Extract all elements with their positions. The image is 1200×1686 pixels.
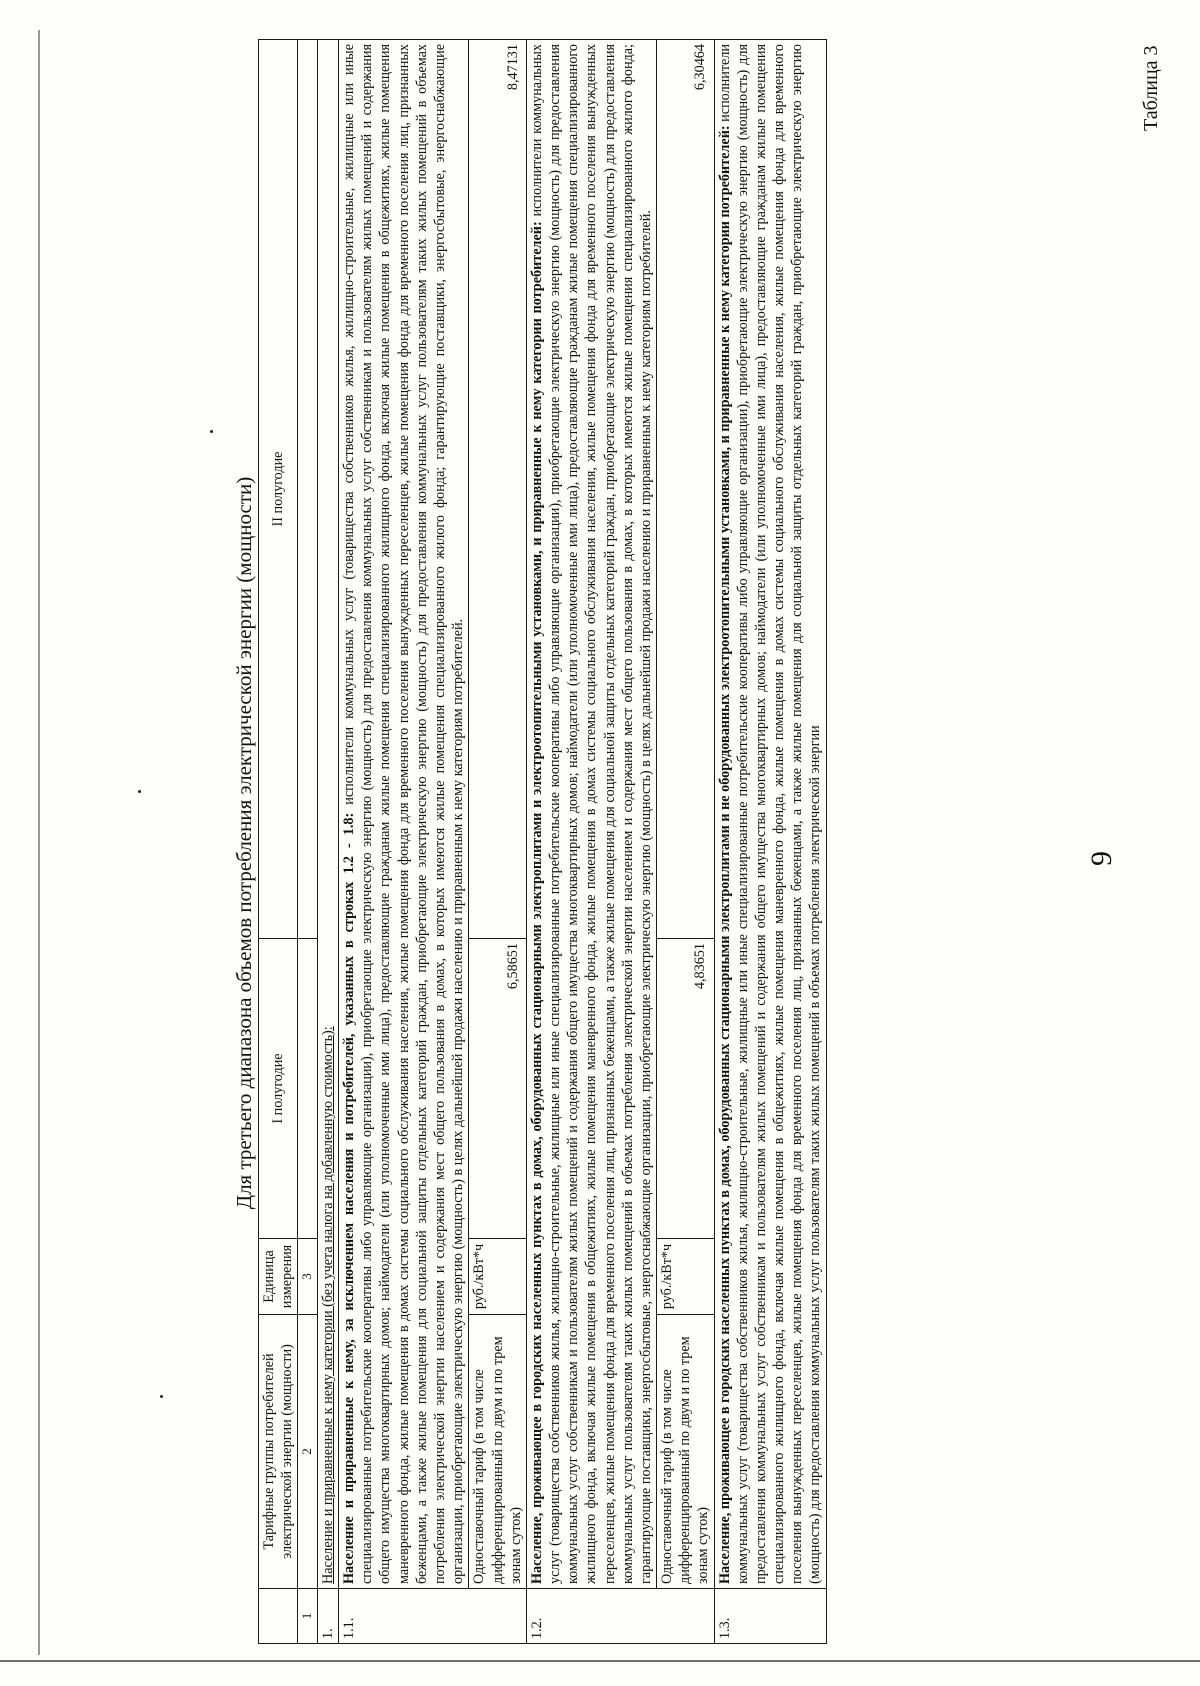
tariff-value-h2: 6,30464 — [657, 40, 715, 939]
header-half-year-1: I полугодие — [259, 939, 298, 1239]
table-label: Таблица 3 — [1140, 45, 1162, 131]
header-unit: Единица измерения — [259, 1239, 298, 1315]
column-number: 1 — [298, 1589, 318, 1644]
tariff-table — [258, 39, 827, 1644]
table-header-row — [259, 40, 298, 1644]
row-num: 1.2. — [526, 1589, 714, 1644]
row-description — [714, 40, 826, 1589]
section-row — [317, 40, 338, 1644]
row-num: 1.1. — [339, 1589, 527, 1644]
header-num — [259, 1589, 298, 1644]
tariff-value-h1: 6,58651 — [469, 939, 527, 1239]
column-number — [298, 40, 318, 939]
column-number-row — [298, 40, 318, 1644]
tariff-row — [469, 40, 527, 1644]
section-title: Население и приравненные к нему категории (без учета налога на добавленную стоимость): — [317, 40, 338, 1589]
header-half-year-2: II полугодие — [259, 40, 298, 939]
column-number: 2 — [298, 1315, 318, 1589]
row-title: Население, проживающее в городских населенных пунктах в домах, оборудованных стационарными электроплитами и не оборудованных электроотопительными установками, и приравненные к нему категории потребителей: — [716, 125, 733, 1584]
tariff-value-h2: 8,47131 — [469, 40, 527, 939]
row-num: 1.3. — [714, 1589, 826, 1644]
tariff-unit: руб./кВт*ч — [469, 1239, 527, 1315]
row-title: Население, проживающее в городских населенных пунктах в домах, оборудованных стационарными электроплитами и электроотопительными установками, и приравненные к нему категории потребителей: — [528, 221, 545, 1584]
row-text: исполнители коммунальных услуг (товарищества собственников жилья, жилищно-строительные, жилищные или иные специализированные потребительские кооперативы либо управляющие организации), приобретающие электрическую энергию (мощность) для предоставления коммунальных услуг собственникам и пользователям жилых помещений и содержания общего имущества многоквартирных домов; наймодатели (или уполномоченные ими лица), предоставляющие гражданам жилые помещения специализированного жилищного фонда, включая жилые помещения в общежитиях, жилые помещения маневренного фонда, жилые помещения в домах системы социального обслуживания населения, жилые помещения фонда для временного поселения вынужденных переселенцев, жилые помещения фонда для временного поселения лиц, признанных беженцами, а также жилые помещения для социальной защиты отдельных категорий граждан, приобретающие электрическую энергию (мощность) для предоставления коммунальных услуг пользователям таких жилых помещений в объемах потребления электрической энергии населением и содержания мест общего пользования в домах, в которых имеются жилые помещения специализированного жилого фонда; гарантирующие поставщики, энергосбытовые, энергоснабжающие организации, приобретающие электрическую энергию (мощность) в целях дальнейшей продажи населению и приравненным к нему категориям потребителей. — [528, 44, 654, 1584]
header-consumer-group: Тарифные группы потребителей электрической энергии (мощности) — [259, 1315, 298, 1589]
tariff-name: Одноставочный тариф (в том числе дифференцированный по двум и по трем зонам суток) — [657, 1315, 715, 1589]
section-num: 1. — [317, 1589, 338, 1644]
row-text: исполнители коммунальных услуг (товарищества собственников жилья, жилищно-строительные, жилищные или иные специализированные потребительские кооперативы либо управляющие организации), приобретающие электрическую энергию (мощность) для предоставления коммунальных услуг собственникам и пользователям жилых помещений и содержания общего имущества многоквартирных домов; наймодатели (или уполномоченные ими лица), предоставляющие гражданам жилые помещения специализированного жилищного фонда, включая жилые помещения в общежитиях, жилые помещения маневренного фонда, жилые помещения в домах системы социального обслуживания населения, жилые помещения фонда для временного поселения вынужденных переселенцев, жилые помещения фонда для временного поселения лиц, признанных беженцами, а также жилые помещения для социальной защиты отдельных категорий граждан, приобретающие электрическую энергию (мощность) для предоставления коммунальных услуг пользователям таких жилых помещений в объемах потребления электрической энергии населением и содержания мест общего пользования в домах, в которых имеются жилые помещения специализированного жилого фонда; гарантирующие поставщики, энергосбытовые, энергоснабжающие организации, приобретающие электрическую энергию (мощность) в целях дальнейшей продажи населению и приравненным к нему категориям потребителей. — [341, 43, 467, 1584]
row-title: Население и приравненные к нему, за исключением населения и потребителей, указанных в строках 1.2 - 1.8: — [341, 812, 358, 1584]
row-description — [339, 40, 469, 1589]
table-title: Для третьего диапазона объемов потребления электрической энергии (мощности) — [232, 476, 256, 1210]
tariff-unit: руб./кВт*ч — [657, 1239, 715, 1315]
column-number: 3 — [298, 1239, 318, 1315]
tariff-value-h1: 4,83651 — [657, 939, 715, 1239]
tariff-name: Одноставочный тариф (в том числе дифференцированный по двум и по трем зонам суток) — [469, 1315, 527, 1589]
tariff-row — [657, 40, 715, 1644]
table-row — [526, 40, 656, 1644]
table-row — [714, 40, 826, 1644]
page-number: 9 — [1085, 851, 1118, 866]
row-description — [526, 40, 656, 1589]
column-number — [298, 939, 318, 1239]
table-row — [339, 40, 469, 1644]
row-text: исполнители коммунальных услуг (товарищества собственников жилья, жилищно-строительные, жилищные или иные специализированные потребительские кооперативы либо управляющие организации), приобретающие электрическую энергию (мощность) для предоставления коммунальных услуг собственникам и пользователям жилых помещений и содержания общего имущества многоквартирных домов; наймодатели (или уполномоченные ими лица), предоставляющие гражданам жилые помещения специализированного жилищного фонда, включая жилые помещения в общежитиях, жилые помещения маневренного фонда, жилые помещения в домах системы социального обслуживания населения, жилые помещения фонда для временного поселения вынужденных переселенцев, жилые помещения фонда для временного поселения лиц, признанных беженцами, а также жилые помещения для социальной защиты отдельных категорий граждан, приобретающие электрическую энергию (мощность) для предоставления коммунальных услуг пользователям таких жилых помещений в объемах потребления электрической энергии — [716, 43, 824, 1584]
